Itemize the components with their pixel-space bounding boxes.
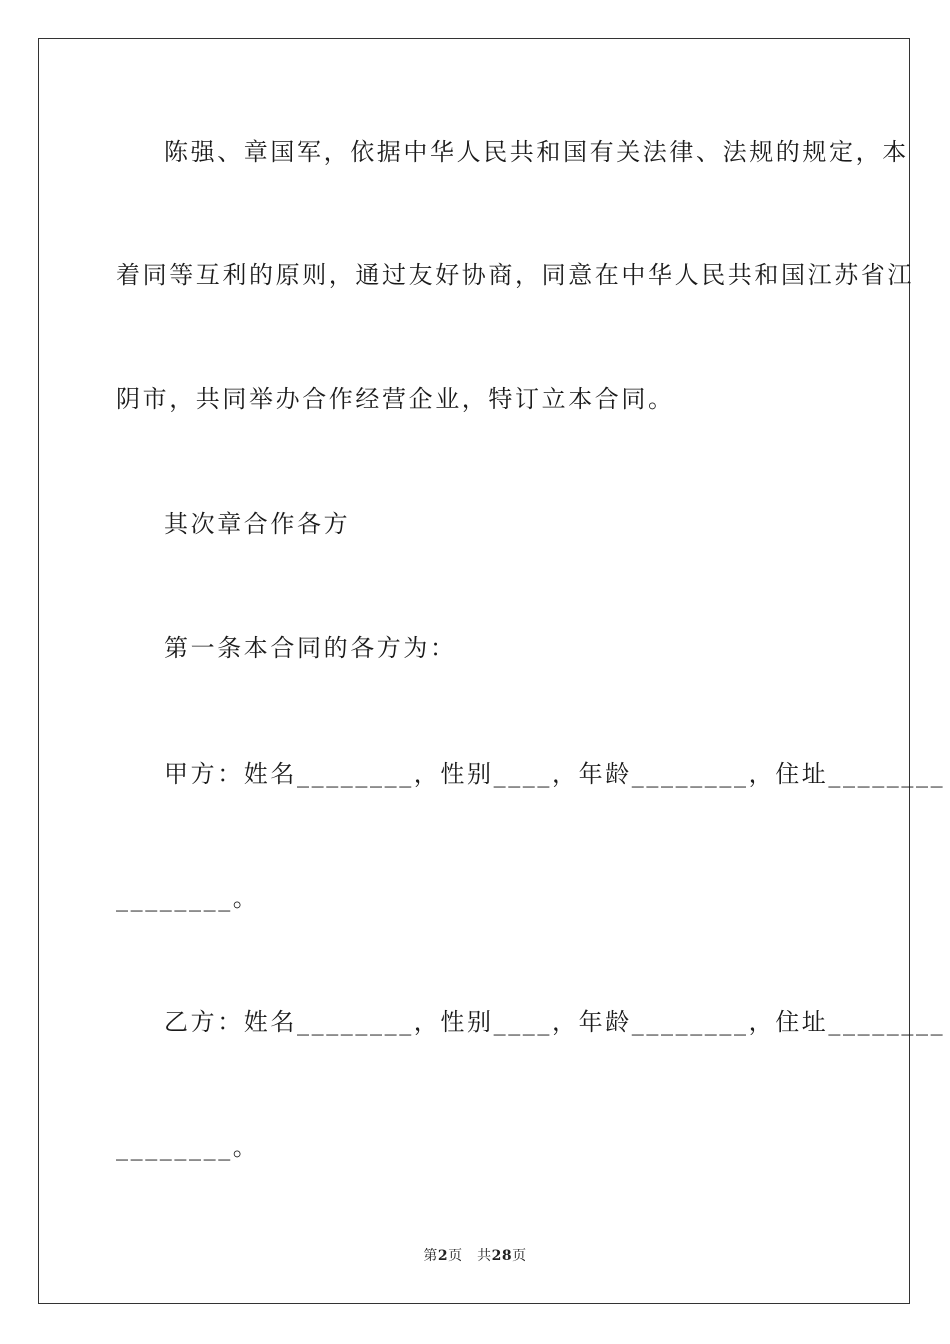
party-a-line: 甲方：姓名________，性别____，年龄________，住址________ [164, 760, 946, 788]
party-a-continuation: ________。 [116, 884, 260, 912]
party-b-line: 乙方：姓名________，性别____，年龄________，住址________ [164, 1008, 946, 1036]
footer-page-number: 2 [437, 1248, 449, 1264]
article-heading: 第一条本合同的各方为： [164, 634, 457, 662]
paragraph-line: 着同等互利的原则，通过友好协商，同意在中华人民共和国江苏省江 [116, 261, 914, 289]
paragraph-line: 阴市，共同举办合作经营企业，特订立本合同。 [116, 385, 675, 413]
footer-total-pages: 28 [491, 1248, 513, 1264]
footer-suffix: 页 [512, 1248, 527, 1264]
footer-prefix: 第 [423, 1248, 438, 1264]
paragraph-line: 陈强、章国军，依据中华人民共和国有关法律、法规的规定，本 [164, 138, 909, 166]
page-footer [0, 1246, 950, 1266]
section-heading: 其次章合作各方 [164, 510, 351, 538]
party-b-continuation: ________。 [116, 1133, 260, 1161]
page-border [38, 38, 946, 1304]
footer-middle: 页 共 [448, 1248, 492, 1264]
